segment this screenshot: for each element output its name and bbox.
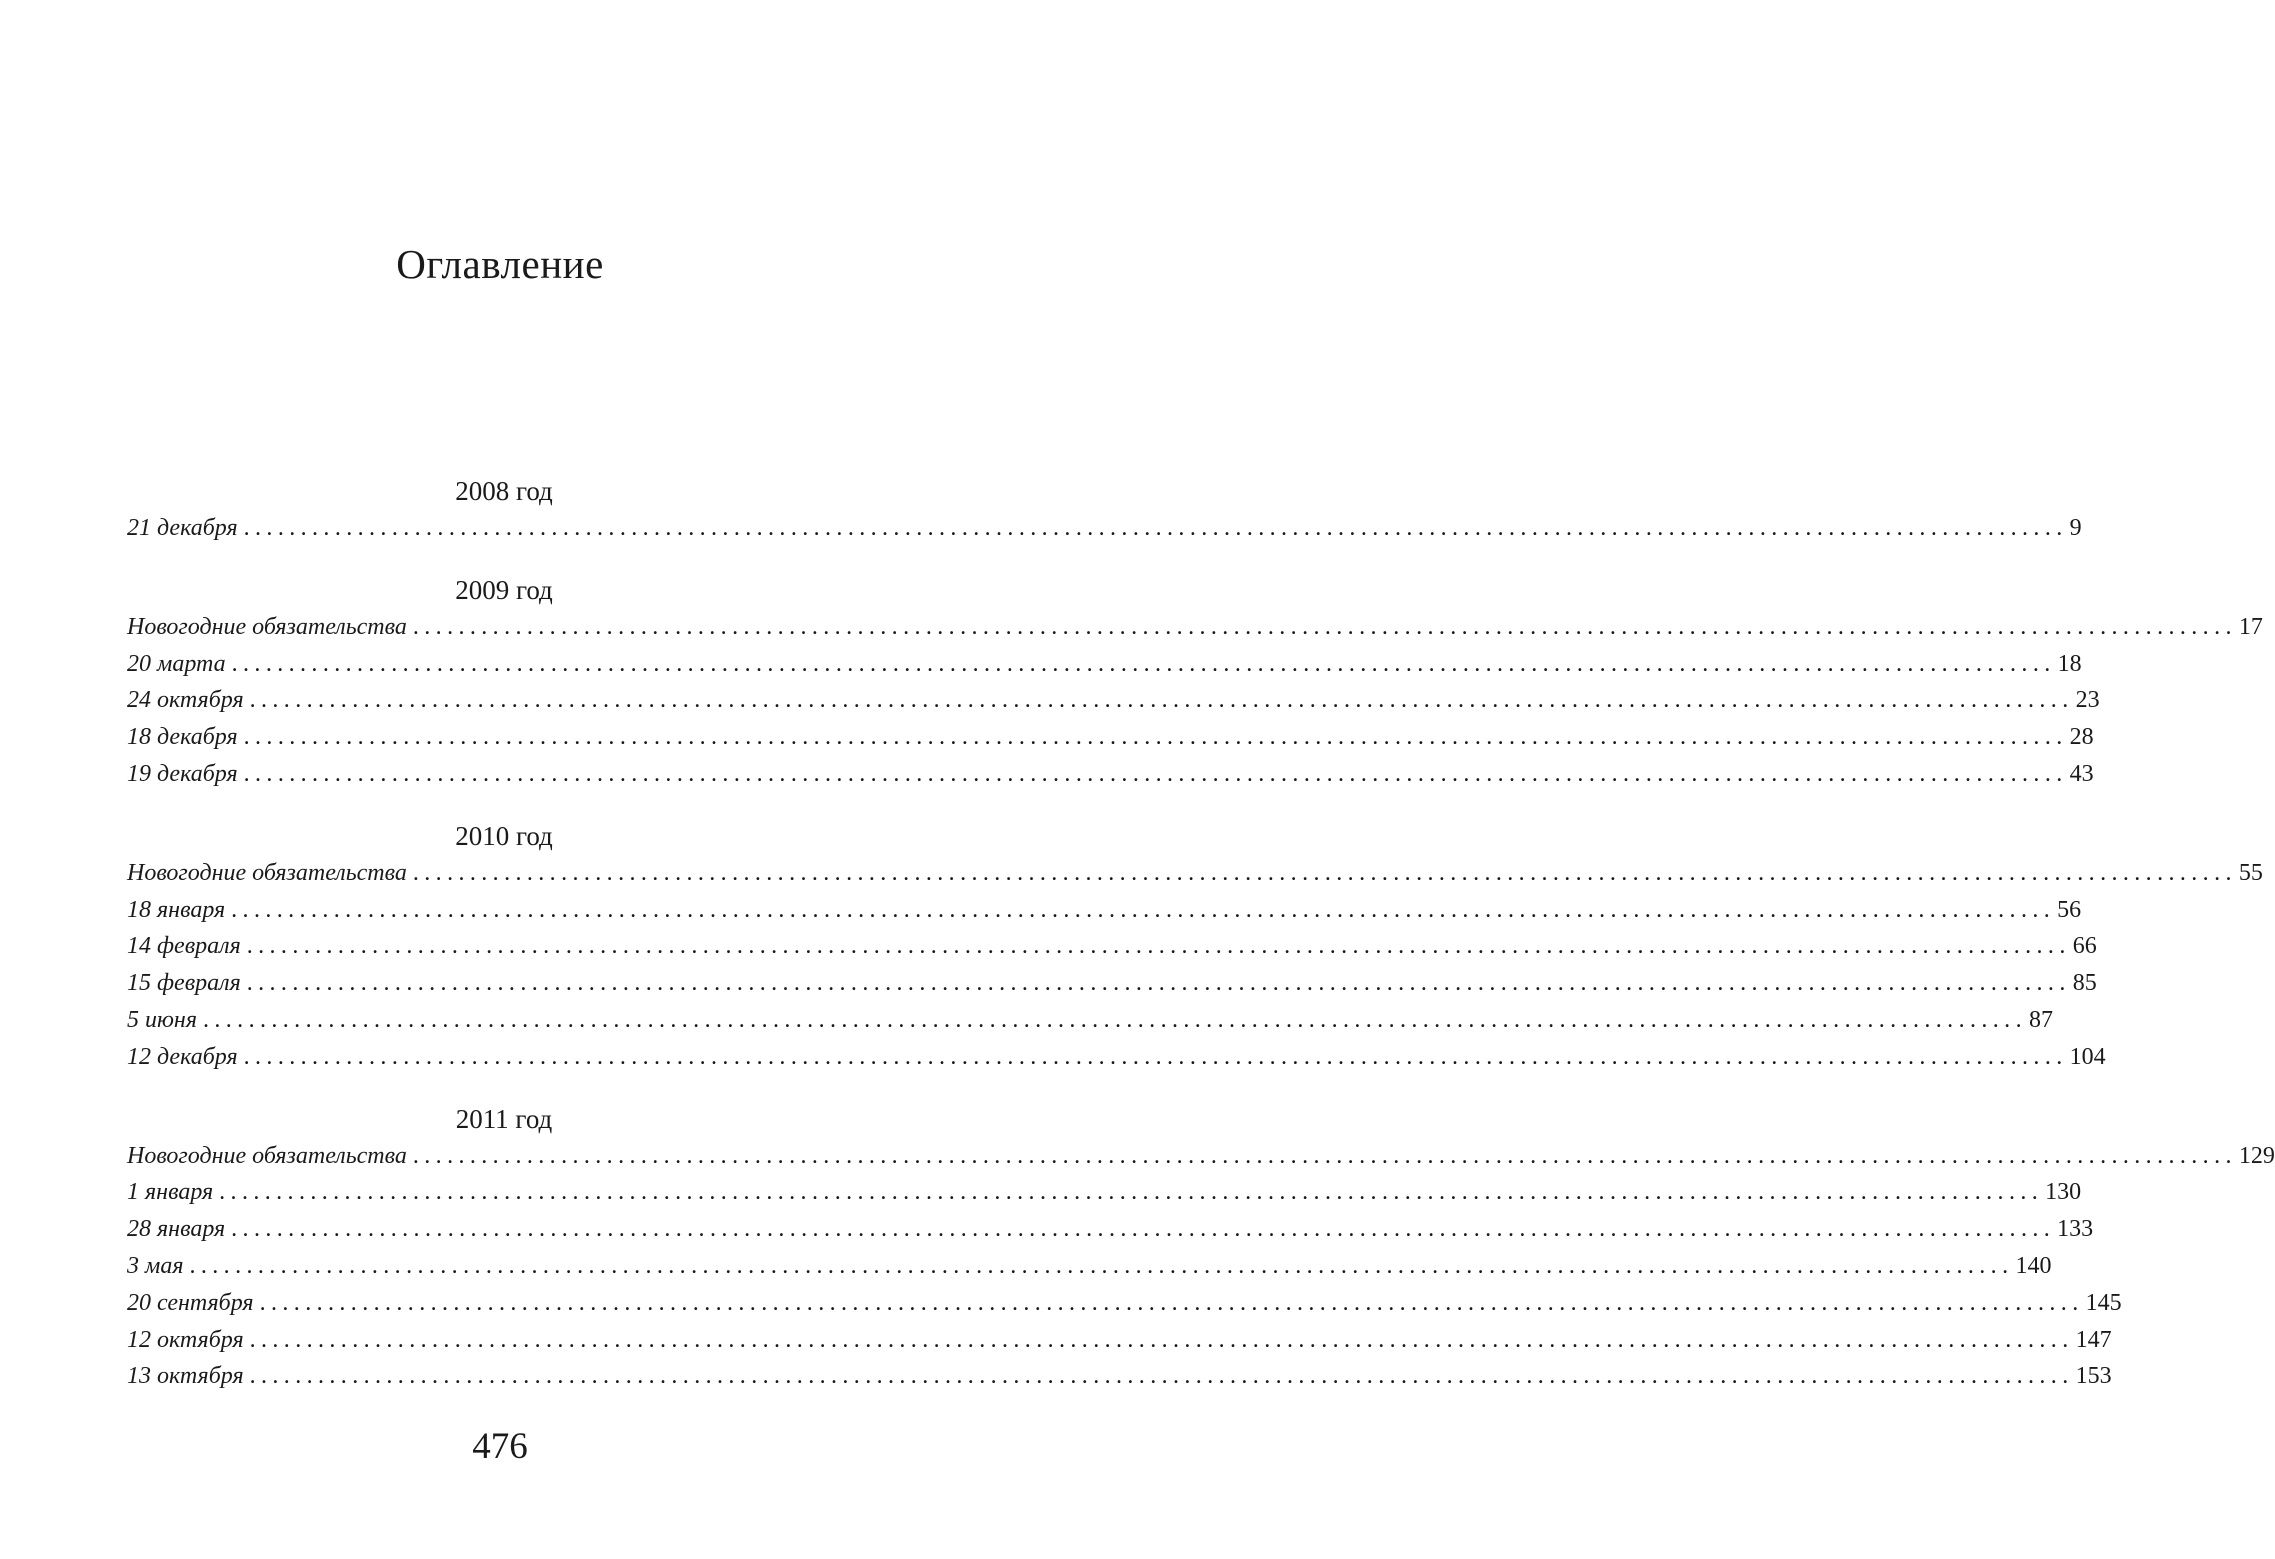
entry-page-number: 153 — [2075, 1363, 2112, 1390]
toc-entry[interactable] — [127, 682, 2100, 719]
dot-leader: ................................................................................................................................................................ — [249, 1326, 2074, 1353]
section-heading: 2010 год — [455, 820, 553, 851]
entry-title: 1 января — [127, 1179, 214, 1206]
toc-entry[interactable] — [127, 719, 2094, 756]
entry-page-number: 55 — [2238, 859, 2263, 886]
toc-section-2010 — [127, 817, 2263, 1076]
toc-entry[interactable] — [127, 646, 2082, 683]
dot-leader: ................................................................................................................................................................ — [412, 1142, 2237, 1169]
dot-leader: ................................................................................................................................................................ — [231, 1216, 2056, 1243]
dot-leader: ................................................................................................................................................................ — [243, 760, 2068, 787]
entry-page-number: 104 — [2069, 1043, 2106, 1070]
entry-title: 12 декабря — [127, 1043, 238, 1070]
entry-page-number: 23 — [2075, 687, 2100, 714]
toc-entry[interactable] — [127, 1039, 2106, 1076]
toc-entry[interactable] — [127, 1138, 2275, 1175]
toc-entry[interactable] — [127, 756, 2094, 793]
toc-entry[interactable] — [127, 965, 2097, 1002]
dot-leader: ................................................................................................................................................................ — [243, 515, 2068, 541]
toc-section-2008 — [127, 472, 2082, 547]
entry-title: 5 июня — [127, 1006, 197, 1033]
entry-page-number: 66 — [2072, 933, 2097, 960]
entry-title: Новогодние обязательства — [127, 1142, 407, 1169]
entry-page-number: 147 — [2075, 1326, 2112, 1353]
dot-leader: ................................................................................................................................................................ — [412, 859, 2237, 886]
dot-leader: ................................................................................................................................................................ — [243, 1043, 2068, 1070]
toc-entry[interactable] — [127, 1248, 2052, 1285]
dot-leader: ................................................................................................................................................................ — [246, 933, 2071, 960]
section-heading: 2009 год — [455, 574, 553, 605]
dot-leader: ................................................................................................................................................................ — [202, 1006, 2027, 1033]
toc-entry[interactable] — [127, 855, 2263, 892]
dot-leader: ................................................................................................................................................................ — [231, 896, 2056, 923]
entry-page-number: 129 — [2238, 1142, 2275, 1169]
entry-page-number: 85 — [2072, 970, 2097, 997]
entry-title: 19 декабря — [127, 760, 238, 787]
entry-title: 13 октября — [127, 1363, 244, 1390]
toc-entry[interactable] — [127, 510, 2082, 547]
dot-leader: ................................................................................................................................................................ — [249, 687, 2074, 714]
section-heading: 2008 год — [455, 476, 553, 506]
entry-title: Новогодние обязательства — [127, 613, 407, 640]
entry-title: 21 декабря — [127, 515, 238, 541]
entry-title: 28 января — [127, 1216, 226, 1243]
page-number: 476 — [472, 1426, 528, 1467]
entry-title: 20 марта — [127, 650, 226, 677]
section-heading: 2011 год — [455, 1103, 553, 1134]
table-of-contents — [127, 472, 2275, 1395]
toc-entry[interactable] — [127, 1322, 2112, 1359]
toc-section-2009 — [127, 571, 2263, 793]
entry-title: 24 октября — [127, 687, 244, 714]
toc-entry[interactable] — [127, 1358, 2112, 1395]
entry-title: 18 января — [127, 896, 226, 923]
entry-title: 12 октября — [127, 1326, 244, 1353]
entry-title: Новогодние обязательства — [127, 859, 407, 886]
entry-page-number: 56 — [2057, 896, 2082, 923]
dot-leader: ................................................................................................................................................................ — [189, 1252, 2014, 1279]
entry-title: 15 февраля — [127, 970, 241, 997]
dot-leader: ................................................................................................................................................................ — [246, 970, 2071, 997]
dot-leader: ................................................................................................................................................................ — [219, 1179, 2044, 1206]
entry-page-number: 140 — [2015, 1252, 2052, 1279]
entry-page-number: 17 — [2238, 613, 2263, 640]
entry-page-number: 145 — [2085, 1289, 2122, 1316]
entry-title: 3 мая — [127, 1252, 184, 1279]
entry-page-number: 43 — [2069, 760, 2094, 787]
toc-entry[interactable] — [127, 1211, 2094, 1248]
entry-page-number: 18 — [2057, 650, 2082, 677]
entry-page-number: 87 — [2028, 1006, 2053, 1033]
toc-entry[interactable] — [127, 1002, 2053, 1039]
dot-leader: ................................................................................................................................................................ — [412, 613, 2237, 640]
page-title: Оглавление — [396, 241, 604, 287]
entry-title: 18 декабря — [127, 724, 238, 751]
entry-title: 20 сентября — [127, 1289, 254, 1316]
dot-leader: ................................................................................................................................................................ — [249, 1363, 2074, 1390]
toc-entry[interactable] — [127, 928, 2097, 965]
toc-section-2011 — [127, 1100, 2275, 1396]
dot-leader: ................................................................................................................................................................ — [259, 1289, 2084, 1316]
entry-page-number: 130 — [2045, 1179, 2082, 1206]
dot-leader: ................................................................................................................................................................ — [231, 650, 2056, 677]
toc-entry[interactable] — [127, 892, 2082, 929]
entry-page-number: 28 — [2069, 724, 2094, 751]
toc-entry[interactable] — [127, 609, 2263, 646]
entry-page-number: 9 — [2069, 515, 2082, 541]
dot-leader: ................................................................................................................................................................ — [243, 724, 2068, 751]
entry-title: 14 февраля — [127, 933, 241, 960]
toc-entry[interactable] — [127, 1174, 2082, 1211]
entry-page-number: 133 — [2057, 1216, 2094, 1243]
toc-entry[interactable] — [127, 1285, 2122, 1322]
